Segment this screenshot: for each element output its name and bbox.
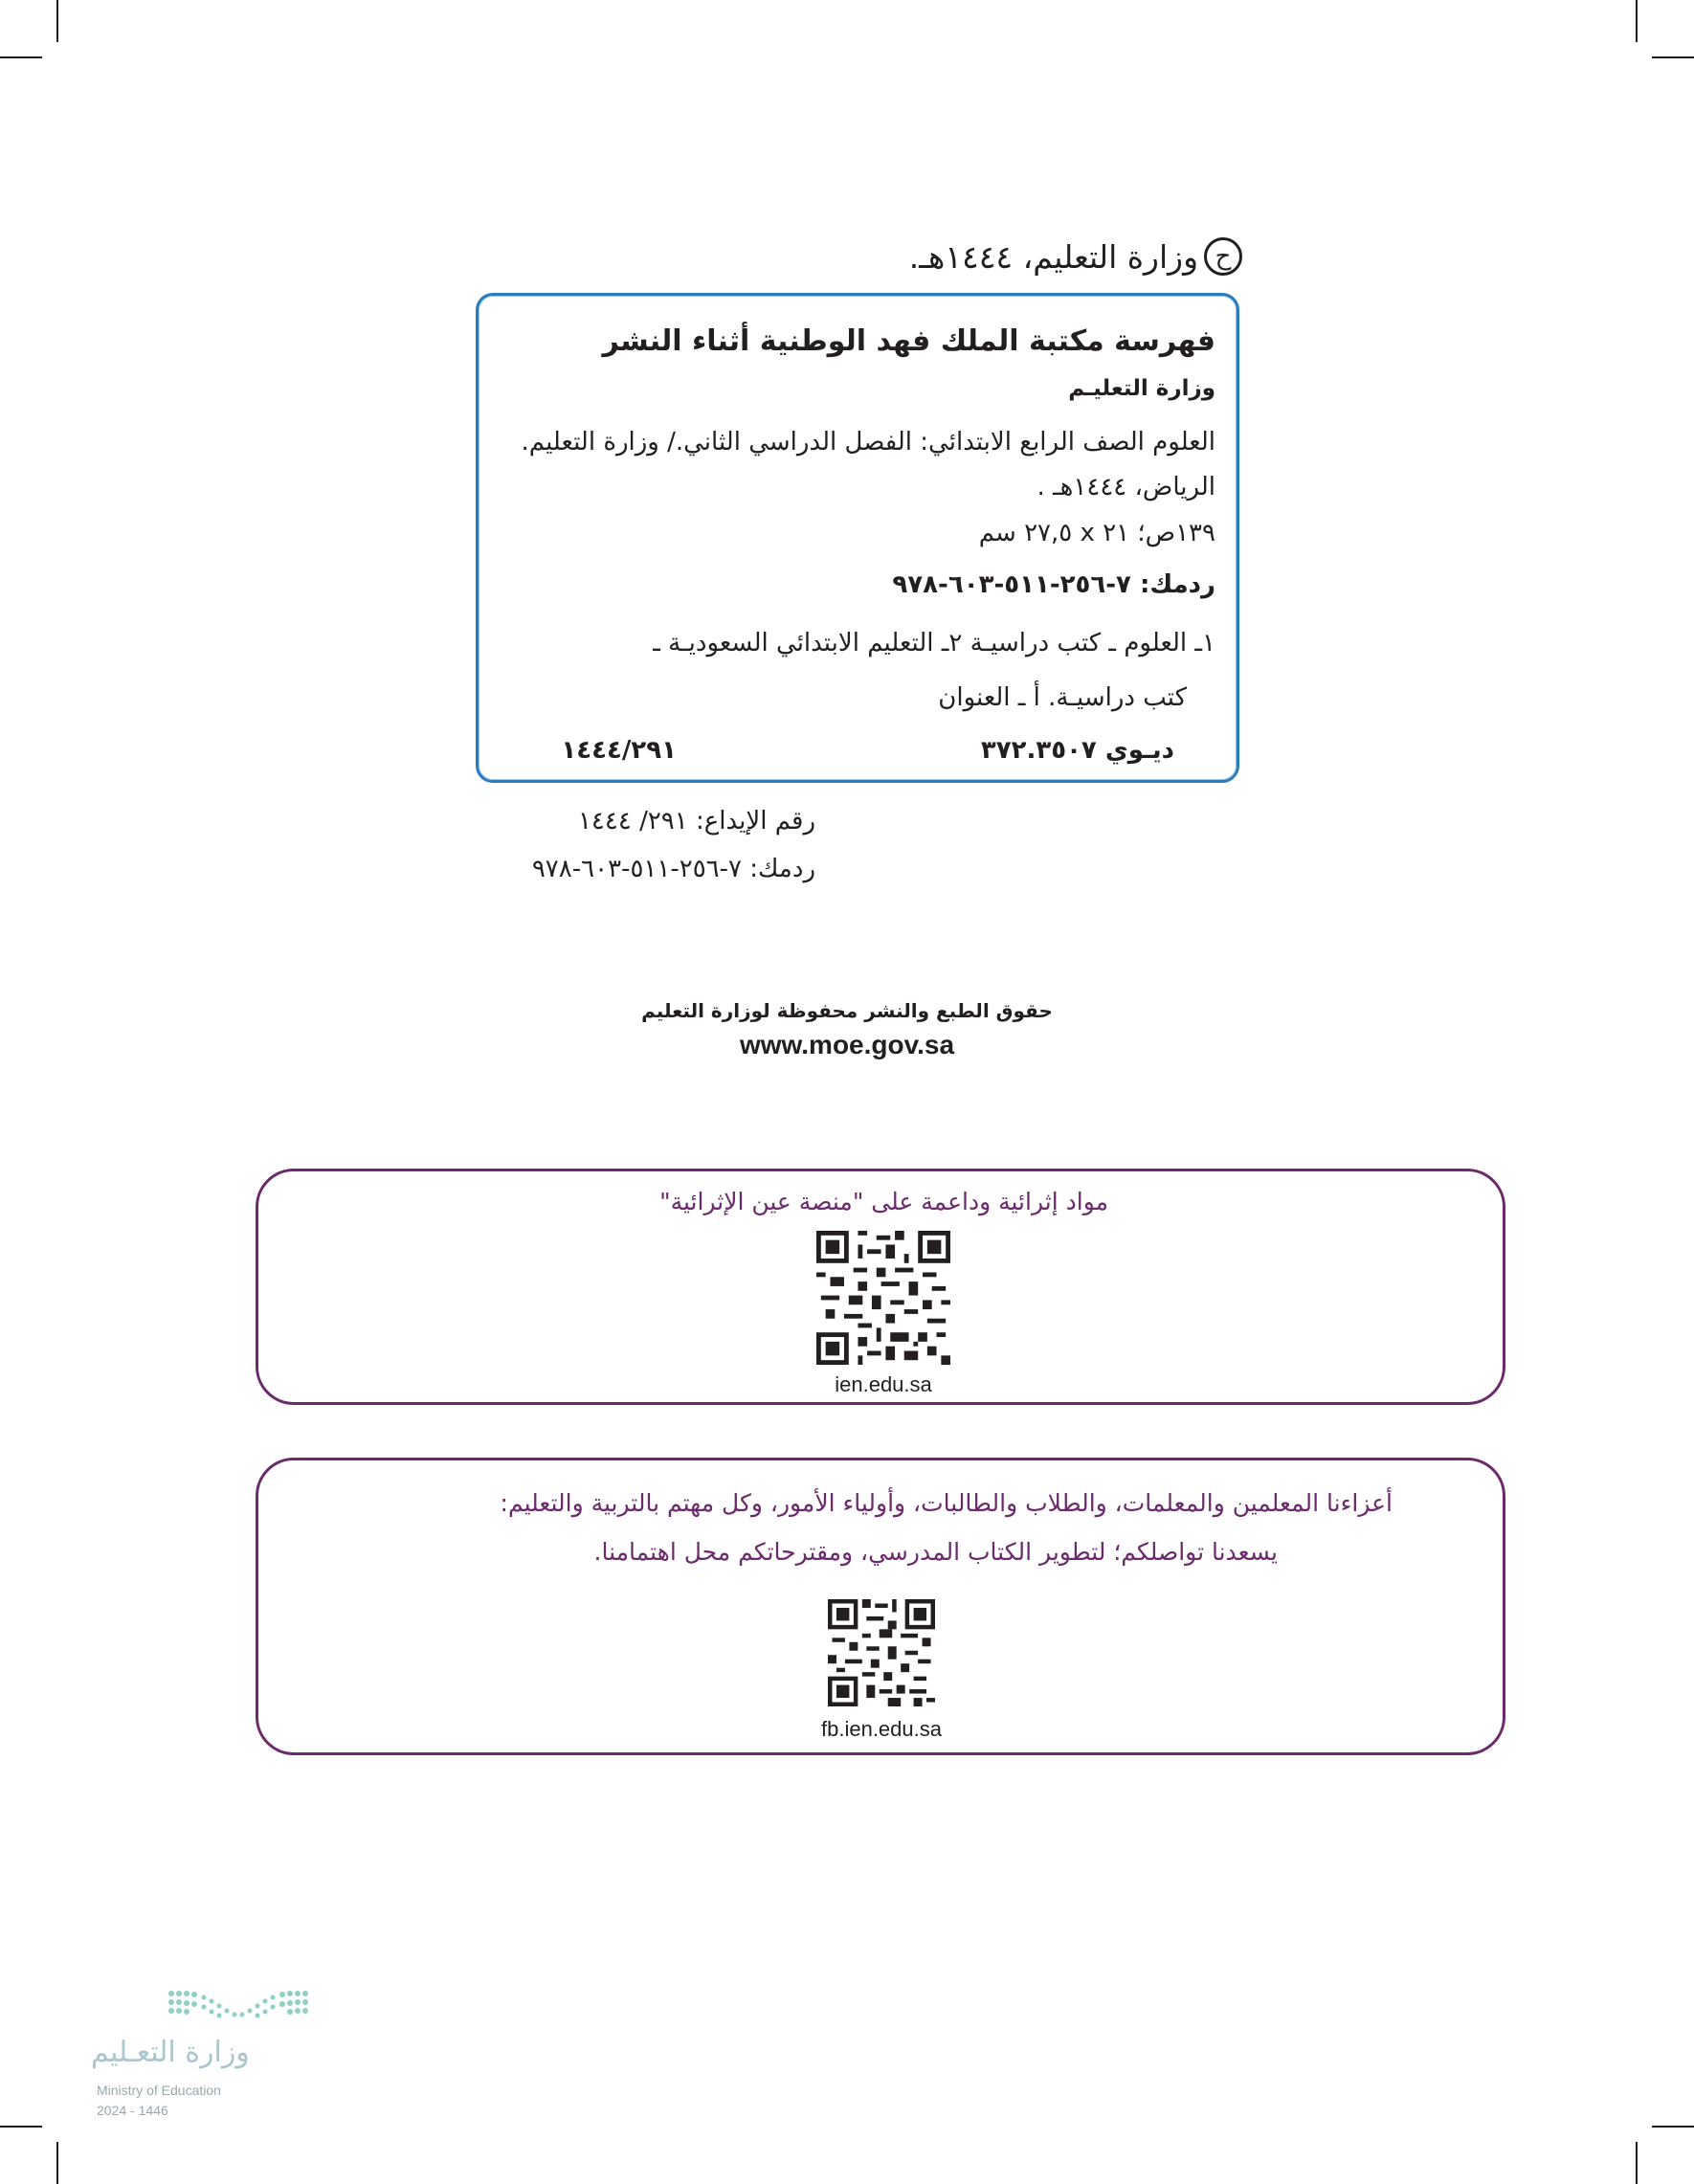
crop-mark <box>0 56 42 58</box>
logo-arabic: وزارة التعـليم <box>91 2036 250 2069</box>
crop-mark <box>1652 56 1694 58</box>
ien-platform-box <box>256 1169 1505 1405</box>
logo-english: Ministry of Education <box>97 2083 221 2098</box>
qr-code-icon[interactable] <box>828 1599 935 1706</box>
catalog-author: وزارة التعليـم <box>1068 376 1215 401</box>
catalog-line: العلوم الصف الرابع الابتدائي: الفصل الدراسي الثاني./ وزارة التعليم. <box>521 428 1215 457</box>
feedback-url[interactable]: fb.ien.edu.sa <box>821 1717 942 1741</box>
crop-mark <box>56 2142 58 2184</box>
crop-mark <box>1636 0 1638 42</box>
catalog-line: ١٣٩ص؛ ٢١ x ٢٧,٥ سم <box>978 519 1215 547</box>
catalog-deposit-number: ١٤٤٤/٢٩١ <box>561 736 677 765</box>
copyright-mark: ح <box>1204 237 1242 276</box>
catalog-subjects: ١ـ العلوم ـ كتب دراسيـة ٢ـ التعليم الابتدائي السعوديـة ـ <box>653 629 1215 657</box>
copyright-text: وزارة التعليم، ١٤٤٤هـ. <box>908 237 1198 276</box>
catalog-isbn: ردمك: ٧-٢٥٦-٥١١-٦٠٣-٩٧٨ <box>892 570 1215 599</box>
crop-mark <box>0 2126 42 2128</box>
crop-mark <box>1652 2126 1694 2128</box>
logo-years: 2024 - 1446 <box>97 2103 168 2118</box>
ministry-logo <box>91 1986 321 2129</box>
rights-notice: حقوق الطبع والنشر محفوظة لوزارة التعليم <box>641 999 1053 1022</box>
feedback-greeting: أعزاءنا المعلمين والمعلمات، والطلاب والطالبات، وأولياء الأمور، وكل مهتم بالتربية والتعليم: <box>500 1489 1393 1517</box>
ien-box-text: مواد إثرائية وداعمة على "منصة عين الإثرائية" <box>659 1188 1108 1215</box>
crop-mark <box>1636 2142 1638 2184</box>
qr-code-icon[interactable] <box>816 1231 950 1365</box>
website-link[interactable]: www.moe.gov.sa <box>739 1030 955 1059</box>
copyright-line <box>909 230 1242 283</box>
feedback-message: يسعدنا تواصلكم؛ لتطوير الكتاب المدرسي، ومقترحاتكم محل اهتمامنا. <box>593 1538 1278 1566</box>
catalog-line: الرياض، ١٤٤٤هـ . <box>1036 473 1215 501</box>
ministry-logo-icon <box>166 1986 314 2032</box>
deposit-number: رقم الإيداع: ٢٩١/ ١٤٤٤ <box>577 807 815 836</box>
feedback-box <box>256 1458 1505 1755</box>
ien-url[interactable]: ien.edu.sa <box>835 1372 932 1396</box>
catalog-box <box>476 293 1239 783</box>
catalog-dewey: ديـوي ٣٧٢.٣٥٠٧ <box>980 736 1174 765</box>
catalog-subjects: كتب دراسيـة. أ ـ العنوان <box>938 683 1187 712</box>
crop-mark <box>56 0 58 42</box>
deposit-isbn: ردمك: ٧-٢٥٦-٥١١-٦٠٣-٩٧٨ <box>531 855 815 883</box>
catalog-heading: فهرسة مكتبة الملك فهد الوطنية أثناء النشر <box>602 324 1215 358</box>
